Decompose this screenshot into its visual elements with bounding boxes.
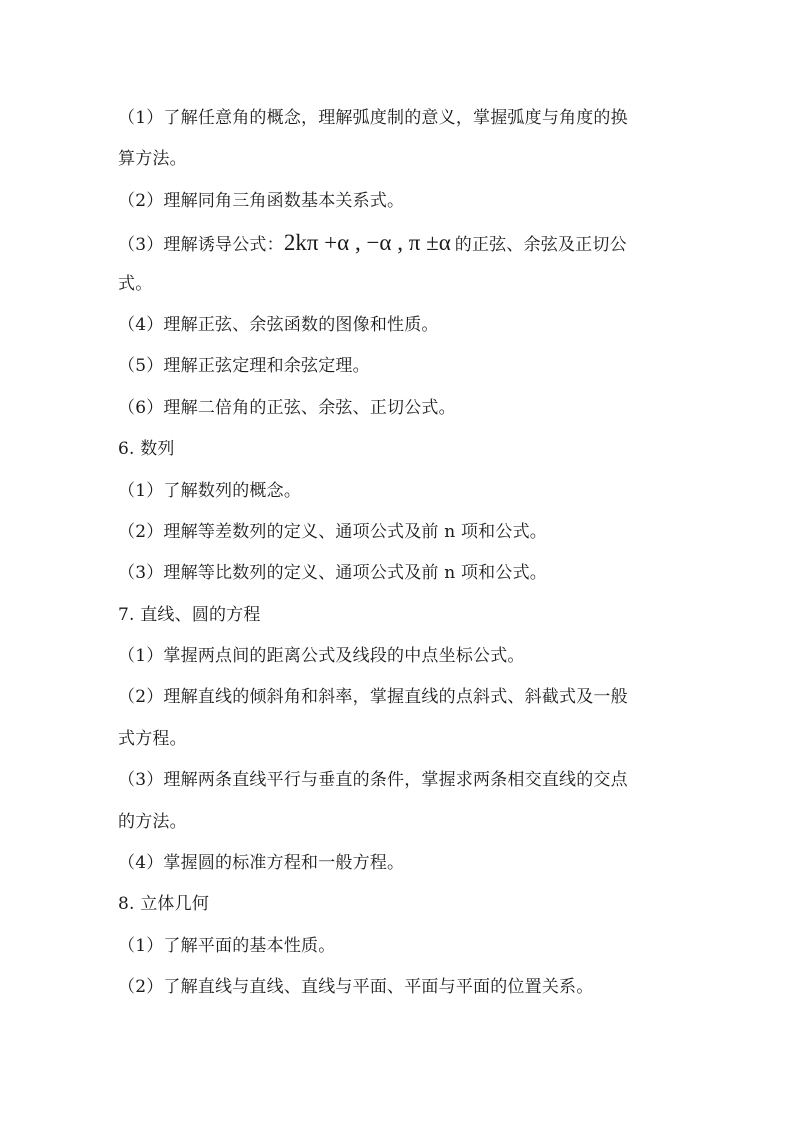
text-line: （2）理解等差数列的定义、通项公式及前 n 项和公式。 [118, 521, 547, 542]
section-heading: 6. 数列 [118, 439, 175, 460]
text-line: （1）掌握两点间的距离公式及线段的中点坐标公式。 [118, 646, 525, 667]
section-heading: 7. 直线、圆的方程 [118, 604, 261, 625]
text-line: （3）理解等比数列的定义、通项公式及前 n 项和公式。 [118, 563, 547, 584]
text-line: （4）理解正弦、余弦函数的图像和性质。 [118, 314, 439, 335]
document-page [118, 98, 678, 1009]
section-heading: 8. 立体几何 [118, 894, 210, 915]
text-line: （2）理解直线的倾斜角和斜率，掌握直线的点斜式、斜截式及一般 [118, 687, 628, 708]
text-line: （2）了解直线与直线、直线与平面、平面与平面的位置关系。 [118, 977, 594, 998]
text-line: 算方法。 [118, 149, 187, 170]
text-line: （1）了解任意角的概念，理解弧度制的意义，掌握弧度与角度的换 [118, 108, 628, 128]
line-suffix: 的正弦、余弦及正切公 [454, 235, 627, 256]
text-line: （2）理解同角三角函数基本关系式。 [118, 190, 405, 211]
text-line: （1）了解平面的基本性质。 [118, 935, 336, 956]
text-line: （5）理解正弦定理和余弦定理。 [118, 356, 370, 377]
text-line: （6）理解二倍角的正弦、余弦、正切公式。 [118, 397, 456, 418]
text-line: （1）了解数列的概念。 [118, 480, 302, 501]
text-line: 式方程。 [118, 728, 187, 749]
text-line: 式。 [118, 273, 153, 294]
induction-formula: 2kπ +α , −α , π ±α [283, 230, 451, 256]
line-prefix: （3）理解诱导公式： [118, 235, 284, 256]
text-line: （4）掌握圆的标准方程和一般方程。 [118, 853, 405, 874]
text-line-with-formula [118, 222, 678, 263]
text-line: 的方法。 [118, 811, 187, 832]
text-line: （3）理解两条直线平行与垂直的条件，掌握求两条相交直线的交点 [118, 770, 628, 791]
